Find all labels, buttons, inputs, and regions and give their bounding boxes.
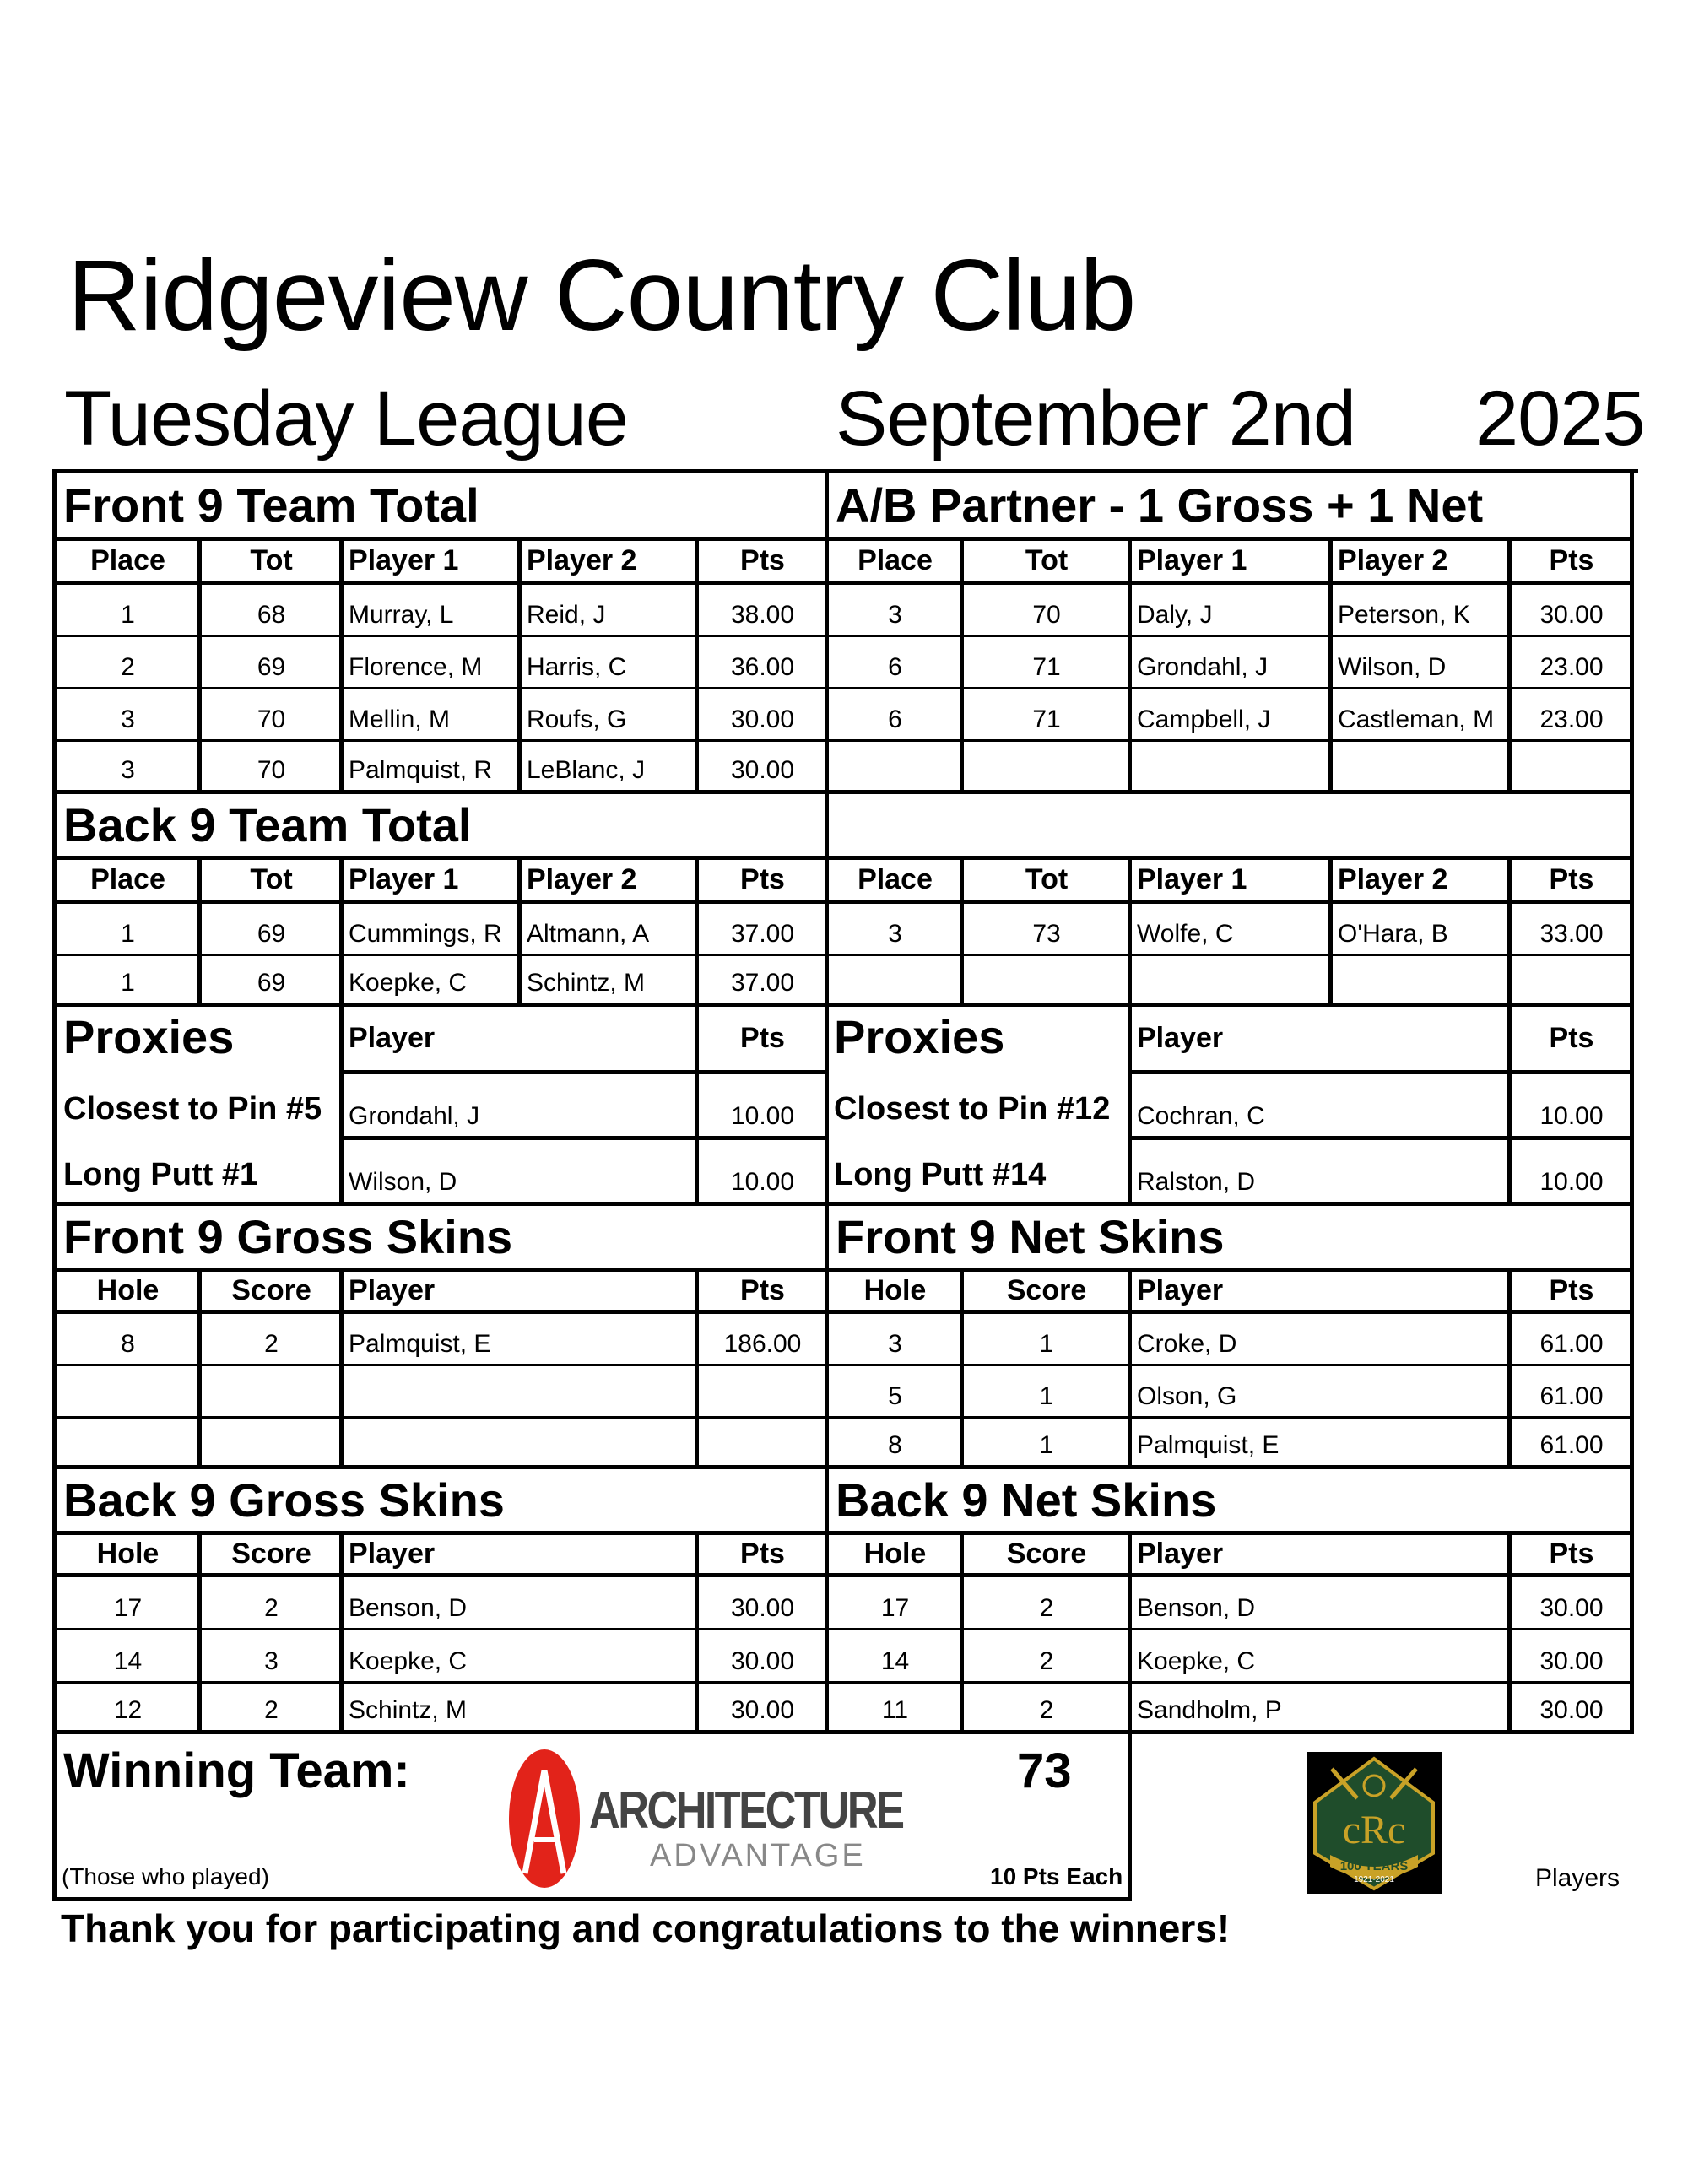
cell-place — [829, 742, 964, 794]
cell-player: Koepke, C — [344, 1630, 699, 1684]
cell-tot — [964, 742, 1132, 794]
cell-place: 3 — [829, 585, 964, 637]
cell-pts — [699, 1419, 829, 1469]
cell-place: 1 — [57, 585, 202, 637]
cell-tot: 70 — [964, 585, 1132, 637]
cell-player1: Campbell, J — [1132, 689, 1333, 742]
table-row — [57, 637, 1638, 689]
proxy-label: Long Putt #14 — [834, 1157, 1047, 1192]
col-player: Player — [1132, 1007, 1512, 1074]
cell-player: Wilson, D — [344, 1140, 699, 1206]
club-logo — [1307, 1752, 1442, 1894]
cell-hole — [57, 1419, 202, 1469]
col-pts: Pts — [1512, 1272, 1634, 1314]
cell-player2: Roufs, G — [522, 689, 699, 742]
cell-score: 2 — [964, 1684, 1132, 1734]
table-row — [57, 1684, 1638, 1734]
col-tot: Tot — [202, 860, 344, 904]
cell-place: 1 — [57, 956, 202, 1007]
cell-pts: 23.00 — [1512, 689, 1634, 742]
cell-pts: 61.00 — [1512, 1314, 1634, 1366]
cell-player2: Wilson, D — [1333, 637, 1512, 689]
cell-pts: 10.00 — [699, 1074, 829, 1140]
cell-hole: 8 — [57, 1314, 202, 1366]
cell-pts: 30.00 — [699, 689, 829, 742]
cell-score — [202, 1419, 344, 1469]
cell-tot: 70 — [202, 689, 344, 742]
col-player2: Player 2 — [1333, 860, 1512, 904]
cell-tot: 71 — [964, 689, 1132, 742]
cell-place: 2 — [57, 637, 202, 689]
club-monogram: cRc — [1342, 1808, 1406, 1852]
cell-tot — [964, 956, 1132, 1007]
cell-player2: Peterson, K — [1333, 585, 1512, 637]
players-label: Players — [1535, 1864, 1620, 1892]
cell-pts: 30.00 — [1512, 1577, 1634, 1630]
thank-you-message: Thank you for participating and congratulations to the winners! — [61, 1906, 1231, 1950]
cell-hole: 17 — [829, 1577, 964, 1630]
cell-player2: Harris, C — [522, 637, 699, 689]
cell-place — [829, 956, 964, 1007]
cell-hole: 14 — [57, 1630, 202, 1684]
cell-pts: 61.00 — [1512, 1366, 1634, 1419]
cell-pts: 61.00 — [1512, 1419, 1634, 1469]
club-years: 1921-2021 — [1354, 1875, 1394, 1884]
cell-player2: Reid, J — [522, 585, 699, 637]
cell-player1: Florence, M — [344, 637, 522, 689]
cell-player1 — [1132, 956, 1333, 1007]
cell-pts: 10.00 — [1512, 1140, 1634, 1206]
back9-team-title: Back 9 Team Total — [57, 794, 829, 860]
col-tot: Tot — [202, 541, 344, 585]
cell-player — [344, 1419, 699, 1469]
cell-score: 1 — [964, 1419, 1132, 1469]
proxy-label: Closest to Pin #5 — [63, 1090, 322, 1127]
col-pts: Pts — [699, 541, 829, 585]
event-year: 2025 — [1475, 376, 1645, 462]
cell-player: Croke, D — [1132, 1314, 1512, 1366]
col-pts: Pts — [1512, 860, 1634, 904]
cell-tot: 69 — [202, 956, 344, 1007]
table-row — [57, 689, 1638, 742]
cell-player: Palmquist, E — [344, 1314, 699, 1366]
cell-player: Benson, D — [1132, 1577, 1512, 1630]
cell-player1: Cummings, R — [344, 904, 522, 956]
col-pts: Pts — [699, 1272, 829, 1314]
cell-place: 6 — [829, 637, 964, 689]
cell-pts: 10.00 — [699, 1140, 829, 1206]
cell-place: 3 — [829, 904, 964, 956]
cell-player — [344, 1366, 699, 1419]
cell-tot: 70 — [202, 742, 344, 794]
cell-player: Koepke, C — [1132, 1630, 1512, 1684]
col-score: Score — [964, 1272, 1132, 1314]
col-player2: Player 2 — [1333, 541, 1512, 585]
cell-place: 6 — [829, 689, 964, 742]
cell-player2: Castleman, M — [1333, 689, 1512, 742]
table-row — [57, 1419, 1638, 1469]
col-hole: Hole — [57, 1272, 202, 1314]
table-row — [57, 585, 1638, 637]
cell-score: 2 — [964, 1577, 1132, 1630]
cell-player2: Schintz, M — [522, 956, 699, 1007]
col-pts: Pts — [1512, 1535, 1634, 1577]
front9-team-title: Front 9 Team Total — [57, 473, 829, 541]
col-player: Player — [1132, 1535, 1512, 1577]
club-title: Ridgeview Country Club — [68, 239, 1136, 352]
cell-tot: 69 — [202, 637, 344, 689]
cell-player: Benson, D — [344, 1577, 699, 1630]
table-row — [57, 1630, 1638, 1684]
team-header-row — [57, 541, 1638, 585]
col-hole: Hole — [57, 1535, 202, 1577]
table-row — [57, 1314, 1638, 1366]
col-place: Place — [829, 860, 964, 904]
cell-pts: 33.00 — [1512, 904, 1634, 956]
col-tot: Tot — [964, 541, 1132, 585]
cell-place: 3 — [57, 689, 202, 742]
col-score: Score — [964, 1535, 1132, 1577]
front9-gross-title: Front 9 Gross Skins — [57, 1206, 829, 1272]
event-date: September 2nd — [836, 376, 1356, 462]
col-pts: Pts — [699, 860, 829, 904]
cell-player1: Koepke, C — [344, 956, 522, 1007]
cell-score: 2 — [202, 1684, 344, 1734]
winning-note: (Those who played) — [62, 1863, 269, 1889]
cell-player1: Wolfe, C — [1132, 904, 1333, 956]
col-player1: Player 1 — [1132, 541, 1333, 585]
col-place: Place — [57, 860, 202, 904]
proxies-right-title: Proxies — [834, 1010, 1005, 1063]
skins-header-row — [57, 1272, 1638, 1314]
club-crest-icon — [1307, 1752, 1442, 1894]
col-pts: Pts — [699, 1007, 829, 1074]
col-place: Place — [829, 541, 964, 585]
front9-net-title: Front 9 Net Skins — [829, 1206, 1634, 1272]
cell-score: 2 — [202, 1577, 344, 1630]
table-row — [57, 1366, 1638, 1419]
cell-pts: 37.00 — [699, 904, 829, 956]
col-tot: Tot — [964, 860, 1132, 904]
col-player1: Player 1 — [344, 541, 522, 585]
proxies-row — [57, 1007, 1638, 1206]
cell-player1 — [1132, 742, 1333, 794]
cell-player: Sandholm, P — [1132, 1684, 1512, 1734]
winning-score: 73 — [1017, 1743, 1072, 1798]
proxy-label: Long Putt #1 — [63, 1157, 258, 1192]
cell-player: Ralston, D — [1132, 1140, 1512, 1206]
sponsor-logo — [506, 1747, 903, 1890]
cell-pts: 10.00 — [1512, 1074, 1634, 1140]
cell-player: Olson, G — [1132, 1366, 1512, 1419]
cell-pts: 30.00 — [699, 742, 829, 794]
cell-hole: 3 — [829, 1314, 964, 1366]
col-hole: Hole — [829, 1535, 964, 1577]
back9-net-title: Back 9 Net Skins — [829, 1469, 1634, 1535]
cell-hole: 17 — [57, 1577, 202, 1630]
table-row — [57, 956, 1638, 1007]
cell-player1: Palmquist, R — [344, 742, 522, 794]
col-player1: Player 1 — [344, 860, 522, 904]
cell-pts: 38.00 — [699, 585, 829, 637]
cell-tot: 69 — [202, 904, 344, 956]
cell-hole: 5 — [829, 1366, 964, 1419]
league-name: Tuesday League — [64, 376, 629, 462]
table-row — [57, 904, 1638, 956]
col-player: Player — [344, 1272, 699, 1314]
cell-player: Schintz, M — [344, 1684, 699, 1734]
cell-player2 — [1333, 956, 1512, 1007]
team-header-row — [57, 860, 1638, 904]
sponsor-mark-icon — [506, 1747, 582, 1890]
winning-pts-each: 10 Pts Each — [990, 1863, 1123, 1889]
cell-score: 2 — [964, 1630, 1132, 1684]
proxy-label: Closest to Pin #12 — [834, 1090, 1111, 1127]
col-player1: Player 1 — [1132, 860, 1333, 904]
col-score: Score — [202, 1535, 344, 1577]
back9-team-right-title — [829, 794, 1634, 860]
cell-player2: O'Hara, B — [1333, 904, 1512, 956]
cell-pts: 37.00 — [699, 956, 829, 1007]
cell-player2 — [1333, 742, 1512, 794]
cell-pts: 30.00 — [1512, 1630, 1634, 1684]
proxies-left-title: Proxies — [63, 1010, 235, 1063]
cell-pts — [699, 1366, 829, 1419]
cell-score: 1 — [964, 1366, 1132, 1419]
cell-score: 2 — [202, 1314, 344, 1366]
cell-player1: Murray, L — [344, 585, 522, 637]
cell-pts: 30.00 — [699, 1684, 829, 1734]
cell-player1: Daly, J — [1132, 585, 1333, 637]
cell-place: 1 — [57, 904, 202, 956]
ab-partner-title: A/B Partner - 1 Gross + 1 Net — [829, 473, 1634, 541]
club-banner: 100 YEARS — [1339, 1859, 1409, 1873]
col-pts: Pts — [1512, 1007, 1634, 1074]
cell-player: Grondahl, J — [344, 1074, 699, 1140]
back9-gross-title: Back 9 Gross Skins — [57, 1469, 829, 1535]
cell-pts — [1512, 956, 1634, 1007]
col-place: Place — [57, 541, 202, 585]
cell-hole: 14 — [829, 1630, 964, 1684]
cell-score: 1 — [964, 1314, 1132, 1366]
cell-pts: 30.00 — [699, 1577, 829, 1630]
cell-score: 3 — [202, 1630, 344, 1684]
col-player2: Player 2 — [522, 541, 699, 585]
col-hole: Hole — [829, 1272, 964, 1314]
col-score: Score — [202, 1272, 344, 1314]
results-sheet — [52, 469, 1638, 1901]
col-player: Player — [344, 1007, 699, 1074]
col-player: Player — [344, 1535, 699, 1577]
cell-pts: 36.00 — [699, 637, 829, 689]
sponsor-name: ARCHITECTURE — [589, 1781, 903, 1840]
table-row — [57, 1577, 1638, 1630]
cell-place: 3 — [57, 742, 202, 794]
cell-score — [202, 1366, 344, 1419]
cell-tot: 73 — [964, 904, 1132, 956]
col-pts: Pts — [699, 1535, 829, 1577]
cell-pts: 30.00 — [1512, 1684, 1634, 1734]
col-player2: Player 2 — [522, 860, 699, 904]
cell-player2: Altmann, A — [522, 904, 699, 956]
cell-hole: 8 — [829, 1419, 964, 1469]
cell-player1: Grondahl, J — [1132, 637, 1333, 689]
cell-pts: 23.00 — [1512, 637, 1634, 689]
cell-tot: 71 — [964, 637, 1132, 689]
sponsor-tagline: ADVANTAGE — [650, 1838, 866, 1873]
cell-hole — [57, 1366, 202, 1419]
cell-player1: Mellin, M — [344, 689, 522, 742]
cell-pts: 186.00 — [699, 1314, 829, 1366]
table-row — [57, 742, 1638, 794]
col-pts: Pts — [1512, 541, 1634, 585]
cell-pts: 30.00 — [1512, 585, 1634, 637]
col-player: Player — [1132, 1272, 1512, 1314]
cell-tot: 68 — [202, 585, 344, 637]
skins-header-row — [57, 1535, 1638, 1577]
cell-pts: 30.00 — [699, 1630, 829, 1684]
cell-hole: 12 — [57, 1684, 202, 1734]
cell-player: Cochran, C — [1132, 1074, 1512, 1140]
cell-hole: 11 — [829, 1684, 964, 1734]
cell-pts — [1512, 742, 1634, 794]
winning-team-label: Winning Team: — [63, 1743, 410, 1798]
cell-player: Palmquist, E — [1132, 1419, 1512, 1469]
cell-player2: LeBlanc, J — [522, 742, 699, 794]
